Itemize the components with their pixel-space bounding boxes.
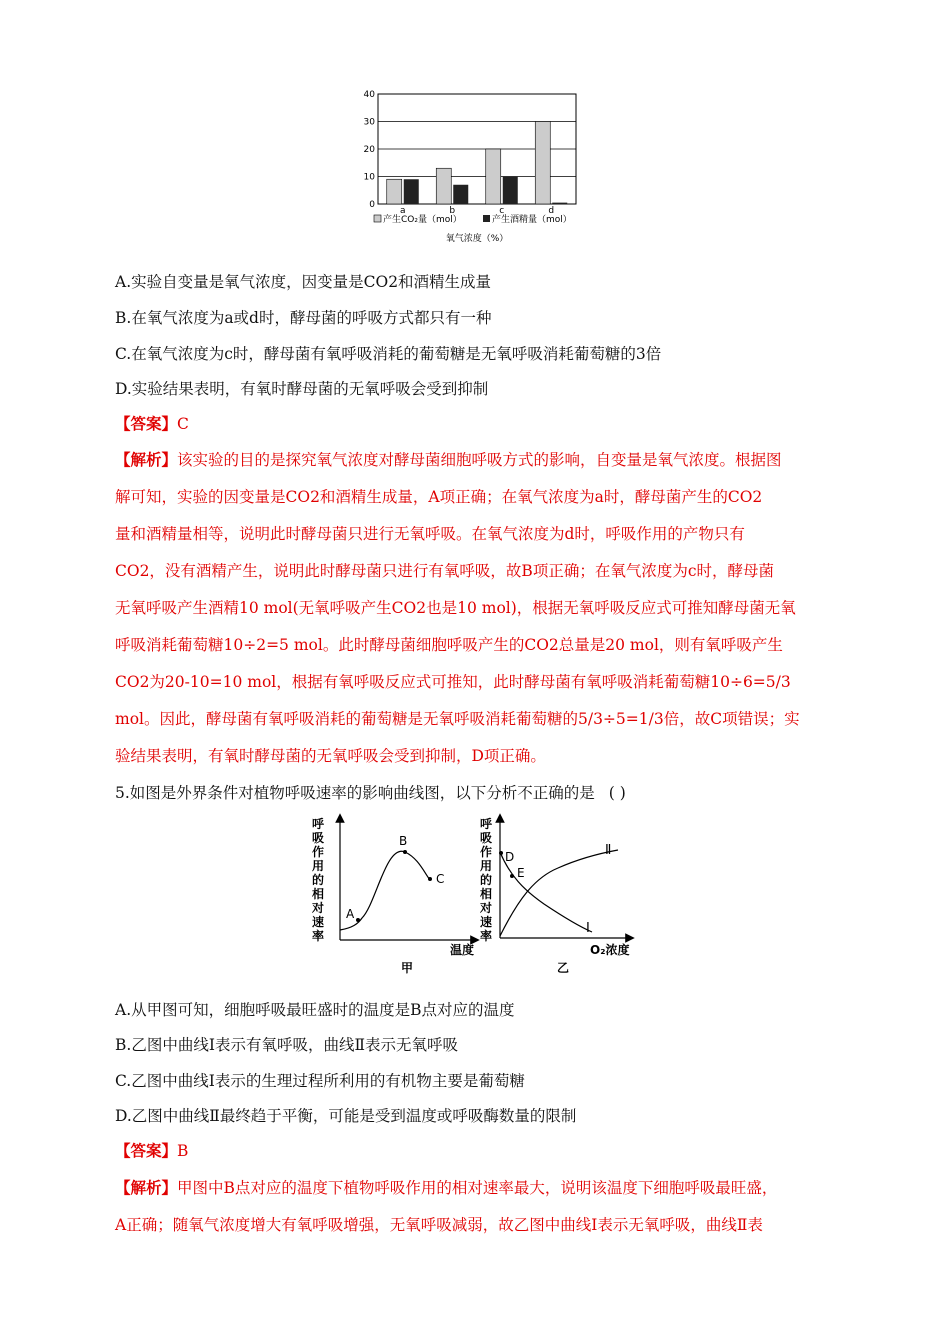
bar-co2: [535, 122, 550, 205]
y-label-char: 作: [311, 845, 325, 859]
answer-tag: 【答案】: [115, 1141, 178, 1160]
analysis-tag: 【解析】: [115, 1178, 178, 1197]
curve-two: [500, 850, 618, 936]
x-axis-label-o2: O₂浓度: [590, 943, 630, 957]
y-label-char: 呼: [479, 817, 493, 831]
q4-analysis-line: 验结果表明，有氧时酵母菌的无氧呼吸会受到抑制，D项正确。: [115, 747, 546, 765]
y-tick-label: 10: [363, 172, 375, 183]
point-d-dot: [499, 851, 503, 855]
q4-analysis-line: mol。因此，酵母菌有氧呼吸消耗的葡萄糖是无氧呼吸消耗葡萄糖的5/3÷5=1/3倍，故C项错误；实: [115, 710, 800, 728]
point-e-label: E: [517, 866, 525, 880]
x-axis-label-temperature: 温度: [450, 943, 475, 957]
bar-co2: [486, 149, 501, 204]
point-b-dot: [403, 850, 407, 854]
q5-option-a: A.从甲图可知，细胞呼吸最旺盛时的温度是B点对应的温度: [115, 1001, 515, 1019]
y-label-char: 的: [311, 873, 325, 887]
q5-analysis-line: [115, 1178, 777, 1198]
analysis-text: 该实验的目的是探究氧气浓度对酵母菌细胞呼吸方式的影响，自变量是氧气浓度。根据图: [177, 451, 782, 469]
y-label-char: 速: [311, 915, 325, 929]
y-label-char: 速: [479, 915, 493, 929]
caption-yi: 乙: [556, 961, 570, 975]
bar-alcohol: [453, 185, 468, 204]
y-tick-label: 40: [363, 90, 375, 100]
y-label-char: 作: [479, 845, 493, 859]
y-tick-label: 30: [363, 117, 375, 128]
q5-analysis-line: A正确；随氧气浓度增大有氧呼吸增强，无氧呼吸减弱，故乙图中曲线Ⅰ表示无氧呼吸，曲线Ⅱ表: [115, 1216, 763, 1234]
q5-option-b: B.乙图中曲线Ⅰ表示有氧呼吸，曲线Ⅱ表示无氧呼吸: [115, 1036, 458, 1054]
bar-co2: [387, 179, 402, 204]
bar-alcohol: [503, 177, 518, 205]
y-label-char: 率: [311, 929, 325, 943]
point-a-label: A: [346, 907, 355, 921]
y-label-char: 用: [311, 859, 325, 873]
graph-yi: [479, 816, 630, 975]
y-axis-ticks: [364, 90, 376, 210]
y-label-char: 相: [479, 887, 493, 901]
y-tick-label: 20: [363, 145, 375, 155]
answer-value: C: [177, 415, 189, 433]
q4-analysis-line: 呼吸消耗葡萄糖10÷2=5 mol。此时酵母菌细胞呼吸产生的CO2总量是20 mol，则有氧呼吸产生: [115, 636, 783, 654]
y-label-char: 的: [479, 873, 493, 887]
legend-alcohol-swatch: [483, 215, 490, 222]
point-b-label: B: [399, 834, 408, 848]
point-a-dot: [356, 918, 360, 922]
y-label-char: 用: [479, 859, 493, 873]
y-label-char: 吸: [311, 831, 325, 845]
y-tick-label: 0: [369, 200, 375, 210]
point-e-dot: [510, 874, 514, 878]
x-tick-label: b: [449, 206, 456, 216]
bar-chart: [350, 86, 600, 248]
q4-analysis-line: CO2为20-10=10 mol，根据有氧呼吸反应式可推知，此时酵母菌有氧呼吸消耗葡萄糖10÷6=5/3: [115, 673, 791, 691]
q4-analysis-line: 量和酒精量相等，说明此时酵母菌只进行无氧呼吸。在氧气浓度为d时，呼吸作用的产物只有: [115, 525, 745, 543]
x-tick-label: d: [548, 206, 555, 216]
answer-value: B: [177, 1142, 189, 1160]
bar-co2: [436, 168, 451, 204]
answer-blank: ( ): [608, 784, 626, 802]
point-d-label: D: [505, 850, 515, 864]
y-label-char: 率: [479, 929, 493, 943]
q5-option-d: D.乙图中曲线Ⅱ最终趋于平衡，可能是受到温度或呼吸酶数量的限制: [115, 1107, 577, 1125]
curve-one-label: Ⅰ: [586, 921, 590, 936]
bar-alcohol: [404, 179, 419, 204]
y-label-char: 呼: [311, 817, 325, 831]
q5-answer: [115, 1141, 188, 1161]
q4-option-d: D.实验结果表明，有氧时酵母菌的无氧呼吸会受到抑制: [115, 380, 489, 398]
q4-analysis-line: 无氧呼吸产生酒精10 mol(无氧呼吸产生CO2也是10 mol)，根据无氧呼吸反应式可推知酵母菌无氧: [115, 599, 796, 617]
q4-option-c: C.在氧气浓度为c时，酵母菌有氧呼吸消耗的葡萄糖是无氧呼吸消耗葡萄糖的3倍: [115, 345, 662, 363]
y-label-char: 对: [311, 901, 325, 915]
answer-tag: 【答案】: [115, 414, 178, 433]
q5-stem-text: 5.如图是外界条件对植物呼吸速率的影响曲线图，以下分析不正确的是: [115, 784, 595, 802]
legend-co2-label: 产生CO₂量（mol）: [383, 215, 462, 225]
analysis-text: 甲图中B点对应的温度下植物呼吸作用的相对速率最大，说明该温度下细胞呼吸最旺盛，: [177, 1179, 778, 1197]
q4-analysis-line: 解可知，实验的因变量是CO2和酒精生成量，A项正确；在氧气浓度为a时，酵母菌产生的CO2: [115, 488, 763, 506]
q4-option-b: B.在氧气浓度为a或d时，酵母菌的呼吸方式都只有一种: [115, 309, 492, 327]
respiration-curves-figure: [300, 812, 650, 980]
curve-one: [500, 852, 592, 932]
graph-jia: [311, 816, 475, 975]
q4-analysis-line: [115, 450, 782, 470]
caption-jia: 甲: [400, 961, 414, 975]
curve-two-label: Ⅱ: [605, 843, 612, 858]
point-c-label: C: [436, 872, 445, 886]
legend-co2-swatch: [374, 215, 381, 222]
bars: [387, 122, 568, 205]
point-c-dot: [428, 877, 432, 881]
y-label-char: 相: [311, 887, 325, 901]
x-axis-label: 氧气浓度（%）: [445, 234, 509, 244]
legend-alcohol-label: 产生酒精量（mol）: [492, 215, 572, 225]
y-label-char: 对: [479, 901, 493, 915]
q5-option-c: C.乙图中曲线Ⅰ表示的生理过程所利用的有机物主要是葡萄糖: [115, 1072, 525, 1090]
analysis-tag: 【解析】: [115, 450, 178, 469]
x-tick-label: a: [399, 206, 406, 216]
bar-alcohol: [552, 203, 567, 204]
q4-answer: [115, 414, 189, 434]
y-label-char: 吸: [479, 831, 493, 845]
q4-analysis-line: CO2，没有酒精产生，说明此时酵母菌只进行有氧呼吸，故B项正确；在氧气浓度为c时，酵母菌: [115, 562, 775, 580]
q4-option-a: A.实验自变量是氧气浓度，因变量是CO2和酒精生成量: [115, 273, 492, 291]
q5-stem: [115, 783, 626, 803]
x-tick-label: c: [499, 206, 505, 216]
